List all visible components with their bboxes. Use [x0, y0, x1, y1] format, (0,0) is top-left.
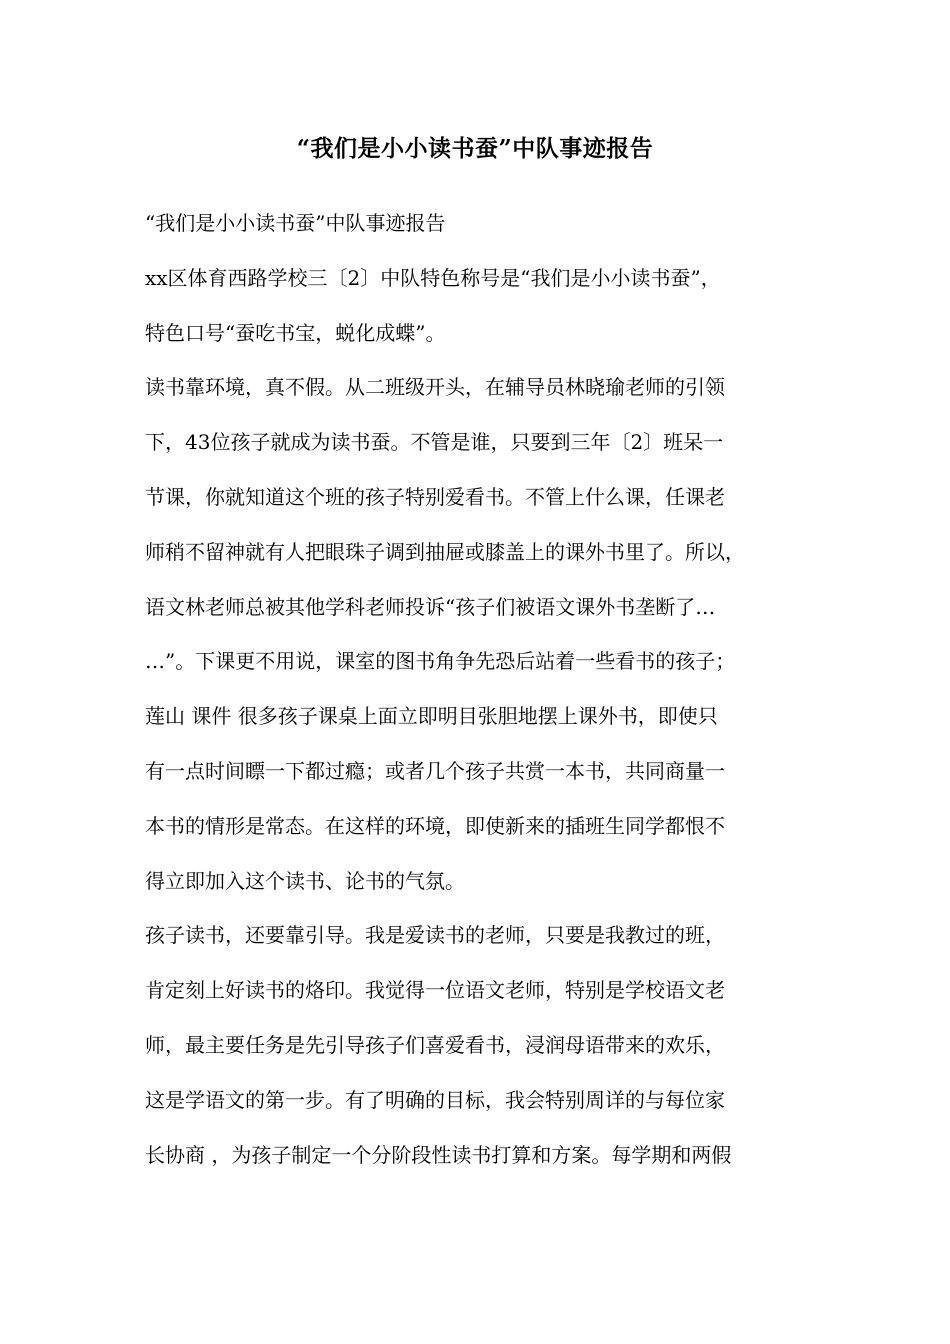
- text-line: 莲山 课件 很多孩子课桌上面立即明目张胆地摆上课外书，即使只: [145, 704, 718, 729]
- text-line: 长协商 ，为孩子制定一个分阶段性读书打算和方案。每学期和两假: [145, 1142, 732, 1167]
- text-line: 肯定刻上好读书的烙印。我觉得一位语文老师，特别是学校语文老: [145, 978, 725, 1003]
- text-line: 读书靠环境，真不假。从二班级开头，在辅导员林晓瑜老师的引领: [145, 375, 725, 400]
- text-line: 师稍不留神就有人把眼珠子调到抽屉或膝盖上的课外书里了。所以，: [145, 539, 745, 564]
- text-line: 有一点时间瞟一下都过瘾；或者几个孩子共赏一本书，共同商量一: [145, 758, 725, 783]
- document-body: [145, 203, 835, 1189]
- text-line: 这是学语文的第一步。有了明确的目标，我会特别周详的与每位家: [145, 1087, 725, 1112]
- text-line: 本书的情形是常态。在这样的环境，即使新来的插班生同学都恨不: [145, 813, 725, 838]
- text-line: 得立即加入这个读书、论书的气氛。: [145, 868, 465, 893]
- text-line: xx区体育西路学校三〔2〕中队特色称号是“我们是小小读书蚕”，: [145, 265, 721, 290]
- text-line: 语文林老师总被其他学科老师投诉“孩子们被语文课外书垄断了…: [145, 594, 716, 619]
- text-line: 特色口号“蚕吃书宝，蜕化成蝶”。: [145, 320, 446, 345]
- text-line: “我们是小小读书蚕”中队事迹报告: [145, 211, 446, 235]
- text-line: 下，43位孩子就成为读书蚕。不管是谁，只要到三年〔2〕班呆一: [145, 430, 724, 455]
- text-line: …”。下课更不用说，课室的图书角争先恐后站着一些看书的孩子；: [145, 649, 736, 674]
- text-line: 师，最主要任务是先引导孩子们喜爱看书，浸润母语带来的欢乐，: [145, 1032, 725, 1057]
- text-line: 节课，你就知道这个班的孩子特别爱看书。不管上什么课，任课老: [145, 484, 725, 509]
- document-title: “我们是小小读书蚕”中队事迹报告: [296, 135, 654, 162]
- text-line: 孩子读书，还要靠引导。我是爱读书的老师，只要是我教过的班，: [145, 923, 725, 948]
